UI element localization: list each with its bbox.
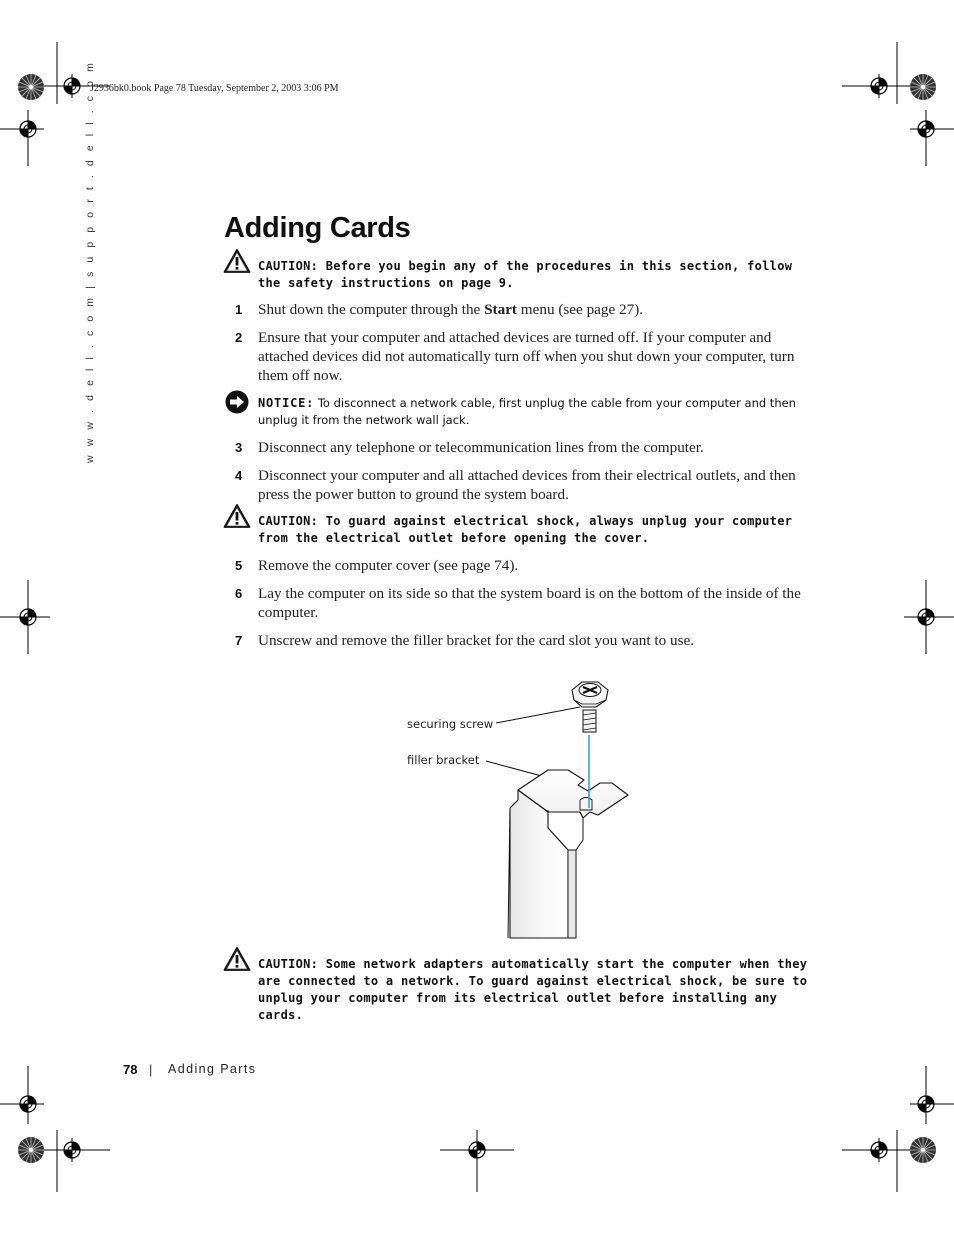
step-number: 6 (235, 586, 243, 601)
page-title: Adding Cards (224, 212, 411, 244)
step-number: 3 (235, 440, 243, 455)
footer-separator: | (149, 1062, 153, 1077)
warning-triangle-icon (223, 946, 251, 972)
caution-safety-note: CAUTION: Before you begin any of the procedures in this section, follow the safety instructions on page 9. (258, 259, 793, 290)
filler-bracket-illustration (480, 672, 640, 940)
warning-triangle-icon (223, 248, 251, 274)
step-number: 4 (235, 468, 243, 483)
step-text: Disconnect any telephone or telecommunication lines from the computer. (258, 439, 704, 456)
securing-screw-label: securing screw (407, 717, 494, 731)
notice-arrow-icon (224, 389, 250, 415)
step-text: Ensure that your computer and attached devices are turned off. If your computer and attached devices did not automatically turn off when you shut down your computer, turn them off now. (258, 329, 795, 384)
step-text-part: menu (see page 27). (517, 301, 644, 318)
filler-bracket-label: filler bracket (407, 753, 480, 767)
caution-electrical-shock: CAUTION: To guard against electrical shock, always unplug your computer from the electrical outlet before opening the cover. (258, 514, 793, 545)
step-number: 2 (235, 330, 243, 345)
step-text: Lay the computer on its side so that the system board is on the bottom of the inside of the computer. (258, 585, 801, 621)
page-number: 78 (123, 1062, 138, 1077)
step-number: 7 (235, 633, 243, 648)
step-text: Remove the computer cover (see page 74). (258, 557, 519, 574)
step-text: Unscrew and remove the filler bracket for the card slot you want to use. (258, 632, 695, 649)
notice-network-cable (258, 395, 818, 429)
side-url: w w w . d e l l . c o m | s u p p o r t . d e l l . c o m (84, 60, 96, 463)
warning-triangle-icon (223, 503, 251, 529)
notice-text: To disconnect a network cable, first unplug the cable from your computer and then unplug it from the network wall jack. (258, 396, 796, 427)
step-number: 5 (235, 558, 243, 573)
step-text-part: Shut down the computer through the (258, 301, 485, 318)
notice-lead: NOTICE: (258, 396, 315, 410)
print-slug-line: J2936bk0.book Page 78 Tuesday, September 2, 2003 3:06 PM (90, 83, 339, 94)
step-number: 1 (235, 302, 243, 317)
footer-section-title: Adding Parts (168, 1062, 257, 1076)
step-text: Disconnect your computer and all attached devices from their electrical outlets, and then press the power button to ground the system board. (258, 467, 796, 503)
caution-network-adapters: CAUTION: Some network adapters automatically start the computer when they are connected to a network. To guard against electrical shock, be sure to unplug your computer from its electrical outlet before installing any cards. (258, 957, 808, 1022)
start-menu-label: Start (484, 301, 517, 318)
step-text (258, 300, 818, 319)
